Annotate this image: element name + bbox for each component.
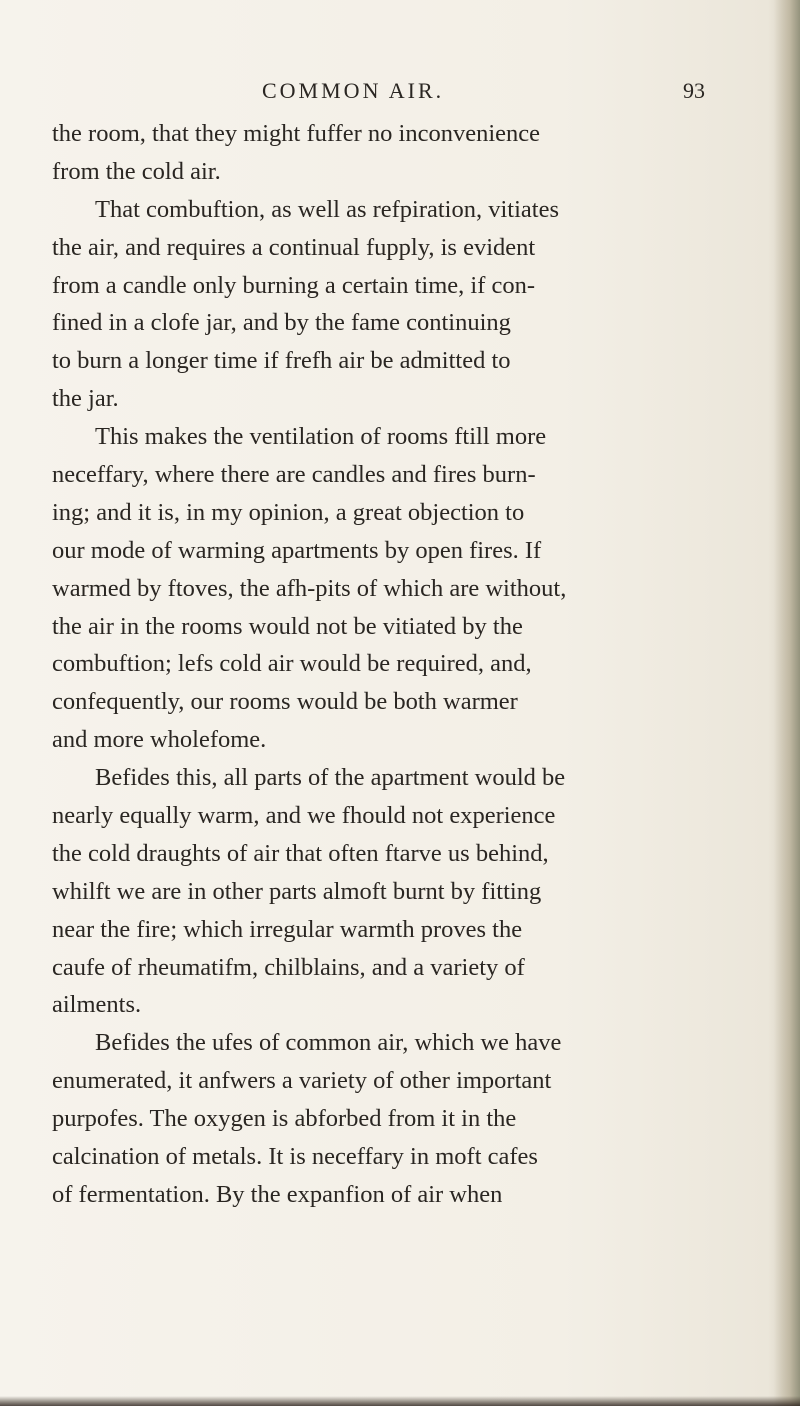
text-line: of fermentation. By the expanfion of air when — [52, 1180, 503, 1208]
paragraph-start-line: Befides the ufes of common air, which we have — [95, 1029, 562, 1057]
text-line: from the cold air. — [52, 157, 221, 185]
running-head — [0, 78, 800, 110]
text-line: the cold draughts of air that often ftarve us behind, — [52, 839, 549, 867]
text-line: purpofes. The oxygen is abforbed from it in the — [52, 1105, 517, 1133]
text-line: warmed by ftoves, the afh-pits of which are without, — [52, 574, 567, 602]
text-line: the jar. — [52, 385, 119, 413]
paragraph-start-line: Befides this, all parts of the apartment would be — [95, 764, 566, 792]
page-edge-shadow — [774, 0, 800, 1406]
page-number: 93 — [683, 78, 705, 103]
text-line: the air in the rooms would not be vitiated by the — [52, 612, 523, 640]
text-line: the room, that they might fuffer no inconvenience — [52, 120, 541, 147]
text-line: the air, and requires a continual fupply, is evident — [52, 233, 536, 261]
text-line: from a candle only burning a certain time, if con- — [52, 271, 536, 299]
text-line: our mode of warming apartments by open fires. If — [52, 536, 542, 564]
text-line: nearly equally warm, and we fhould not experience — [52, 802, 556, 830]
text-line: calcination of metals. It is neceffary in moft cafes — [52, 1143, 538, 1171]
text-line: caufe of rheumatifm, chilblains, and a variety of — [52, 953, 525, 981]
text-line: combuftion; lefs cold air would be required, and, — [52, 650, 532, 678]
text-line: near the fire; which irregular warmth proves the — [52, 915, 523, 943]
text-line: to burn a longer time if frefh air be admitted to — [52, 347, 511, 375]
page-bottom-shadow — [0, 1396, 800, 1406]
text-line: fined in a clofe jar, and by the fame continuing — [52, 309, 511, 337]
text-line: enumerated, it anfwers a variety of other important — [52, 1067, 552, 1095]
body-text — [52, 115, 732, 1214]
text-line: confequently, our rooms would be both warmer — [52, 688, 518, 716]
text-line: ailments. — [52, 991, 142, 1019]
text-line: and more wholefome. — [52, 726, 267, 754]
paragraph-start-line: That combuftion, as well as refpiration, vitiates — [95, 195, 560, 223]
text-line: neceffary, where there are candles and fires burn- — [52, 461, 536, 489]
paragraph-start-line: This makes the ventilation of rooms ftill more — [95, 423, 547, 451]
text-line: whilft we are in other parts almoft burnt by fitting — [52, 877, 542, 905]
text-line: ing; and it is, in my opinion, a great objection to — [52, 498, 525, 526]
running-title: COMMON AIR. — [262, 78, 445, 103]
